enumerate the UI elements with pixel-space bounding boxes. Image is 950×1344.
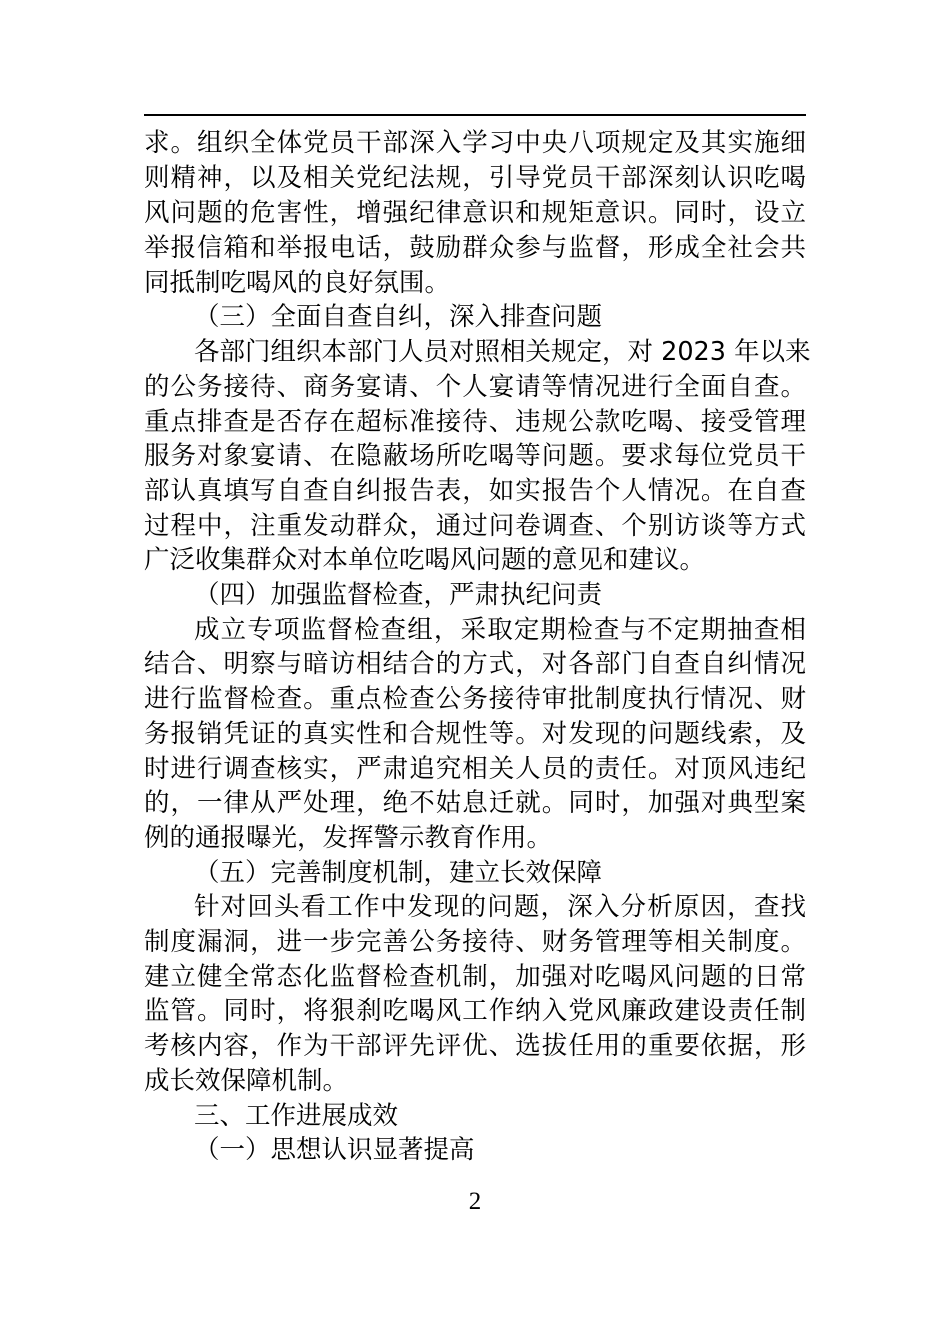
text-line: 重点排查是否存在超标准接待、违规公款吃喝、接受管理 (144, 407, 806, 437)
text-line: 时进行调查核实，严肃追究相关人员的责任。对顶风违纪 (144, 754, 806, 784)
text-line: 的公务接待、商务宴请、个人宴请等情况进行全面自查。 (144, 372, 806, 402)
text-line: 各部门组织本部门人员对照相关规定，对 2023 年以来 (194, 337, 811, 367)
text-line: 过程中，注重发动群众，通过问卷调查、个别访谈等方式 (144, 511, 806, 541)
text-line: 进行监督检查。重点检查公务接待审批制度执行情况、财 (144, 684, 806, 714)
header-rule (144, 114, 806, 116)
chapter-heading: 三、工作进展成效 (194, 1101, 399, 1131)
text-line: 部认真填写自查自纠报告表，如实报告个人情况。在自查 (144, 476, 806, 506)
text-line: 监管。同时，将狠刹吃喝风工作纳入党风廉政建设责任制 (144, 996, 806, 1026)
text-line: 考核内容，作为干部评先评优、选拔任用的重要依据，形 (144, 1031, 806, 1061)
text-line: 举报信箱和举报电话，鼓励群众参与监督，形成全社会共 (144, 233, 806, 263)
text-line: 建立健全常态化监督检查机制，加强对吃喝风问题的日常 (144, 962, 806, 992)
text-line: 则精神，以及相关党纪法规，引导党员干部深刻认识吃喝 (144, 163, 806, 193)
text-line: 广泛收集群众对本单位吃喝风问题的意见和建议。 (144, 545, 706, 575)
text-line: 成立专项监督检查组，采取定期检查与不定期抽查相 (194, 615, 806, 645)
text-line: 结合、明察与暗访相结合的方式，对各部门自查自纠情况 (144, 649, 806, 679)
text-line: 的，一律从严处理，绝不姑息迁就。同时，加强对典型案 (144, 788, 806, 818)
text-line: 针对回头看工作中发现的问题，深入分析原因，查找 (194, 892, 806, 922)
text-line: 同抵制吃喝风的良好氛围。 (144, 268, 451, 298)
text-line: 例的通报曝光，发挥警示教育作用。 (144, 823, 553, 853)
text-line: 制度漏洞，进一步完善公务接待、财务管理等相关制度。 (144, 927, 806, 957)
section-heading: （一）思想认识显著提高 (194, 1135, 475, 1165)
page-number: 2 (468, 1188, 482, 1215)
text-line: 服务对象宴请、在隐蔽场所吃喝等问题。要求每位党员干 (144, 441, 806, 471)
section-heading: （四）加强监督检查，严肃执纪问责 (194, 580, 603, 610)
section-heading: （五）完善制度机制，建立长效保障 (194, 858, 603, 888)
text-line: 求。组织全体党员干部深入学习中央八项规定及其实施细 (144, 128, 806, 158)
text-line: 成长效保障机制。 (144, 1066, 349, 1096)
text-line: 风问题的危害性，增强纪律意识和规矩意识。同时，设立 (144, 198, 806, 228)
text-line: 务报销凭证的真实性和合规性等。对发现的问题线索，及 (144, 719, 806, 749)
section-heading: （三）全面自查自纠，深入排查问题 (194, 302, 603, 332)
